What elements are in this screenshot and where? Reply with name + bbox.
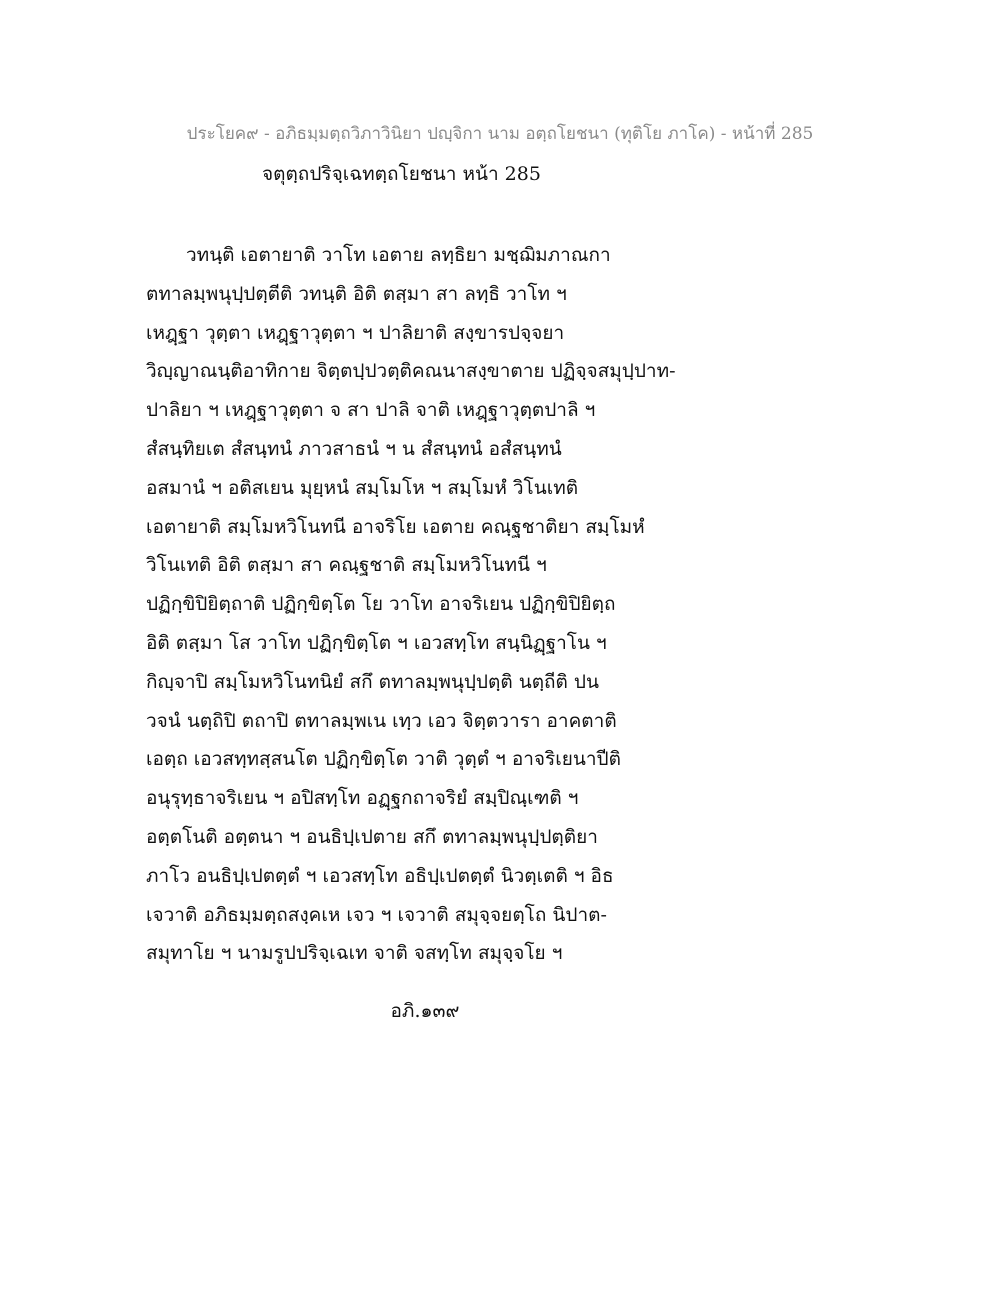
page-folio: อภิ.๑๓๙ [390,1000,460,1022]
text-line: กิญฺจาปิ สมฺโมหวิโนทนิยํ สกึ ตทาลมฺพนุปฺปตฺติ นตฺถีติ ปน [146,670,599,693]
text-line: เอตฺถ เอวสทฺทสฺสนโต ปฏิกฺขิตฺโต วาติ วุตฺตํ ฯ อาจริเยนาปีติ [146,748,621,771]
text-line: เอตายาติ สมฺโมหวิโนทนี อาจริโย เอตาย คณฺฐชาติยา สมฺโมหํ [146,515,645,538]
text-line: วิโนเทติ อิติ ตสฺมา สา คณฺฐชาติ สมฺโมหวิโนทนี ฯ [146,554,547,577]
text-line: ปาลิยา ฯ เหฎฺฐาวุตฺตา จ สา ปาลิ จาติ เหฎฺฐาวุตฺตปาลิ ฯ [146,399,596,422]
text-line: วทนฺติ เอตายาติ วาโท เอตาย ลทฺธิยา มชฺฌิมภาณกา [186,244,611,266]
text-line: วจนํ นตฺถิปิ ตถาปิ ตทาลมฺพเน เทฺว เอว จิตฺตวารา อาคตาติ [146,709,617,732]
running-header: ประโยค๙ - อภิธมฺมตฺถวิภาวินิยา ปญฺจิกา นาม อตฺถโยชนา (ทุติโย ภาโค) - หน้าที่ 285 [186,124,814,144]
text-line: อิติ ตสฺมา โส วาโท ปฏิกฺขิตฺโต ฯ เอวสทฺโท สนฺนิฏฺฐาโน ฯ [146,631,607,654]
text-line: ตทาลมฺพนุปฺปตฺตีติ วทนฺติ อิติ ตสฺมา สา ลทฺธิ วาโท ฯ [146,282,567,305]
body-text [146,236,676,973]
text-line: อสมานํ ฯ อติสเยน มุยฺหนํ สมฺโมโห ฯ สมฺโมหํ วิโนเทติ [146,476,579,499]
text-line: สมุทาโย ฯ นามรูปปริจฺเฉเท จาติ จสทฺโท สมุจฺจโย ฯ [146,942,563,965]
text-line: อตฺตโนติ อตฺตนา ฯ อนธิปฺเปตาย สกึ ตทาลมฺพนุปฺปตฺติยา [146,825,598,848]
text-line: ภาโว อนธิปฺเปตตฺตํ ฯ เอวสทฺโท อธิปฺเปตตฺตํ นิวตฺเตติ ฯ อิธ [146,864,614,887]
text-line: อนุรุทฺธาจริเยน ฯ อปิสทฺโท อฏฺฐกถาจริยํ สมฺปิณฺเฑติ ฯ [146,787,579,810]
text-line: สํสนฺทิยเต สํสนฺทนํ ภาวสาธนํ ฯ น สํสนฺทนํ อสํสนฺทนํ [146,437,562,460]
text-line: เหฎฺฐา วุตฺตา เหฎฺฐาวุตฺตา ฯ ปาลิยาติ สงฺขารปจฺจยา [146,321,565,344]
text-line: เจวาติ อภิธมฺมตฺถสงฺคเห เจว ฯ เจวาติ สมุจฺจยตฺโถ นิปาต- [146,903,607,926]
section-title: จตุตฺถปริจฺเฉทตฺถโยชนา หน้า 285 [262,163,541,185]
text-line: วิญฺญาณนฺติอาทิกาย จิตฺตปฺปวตฺติคณนาสงฺขาตาย ปฏิจฺจสมุปฺปาท- [146,360,676,383]
text-line: ปฏิกฺขิปิยิตฺถาติ ปฏิกฺขิตฺโต โย วาโท อาจริเยน ปฏิกฺขิปิยิตฺถ [146,593,616,616]
